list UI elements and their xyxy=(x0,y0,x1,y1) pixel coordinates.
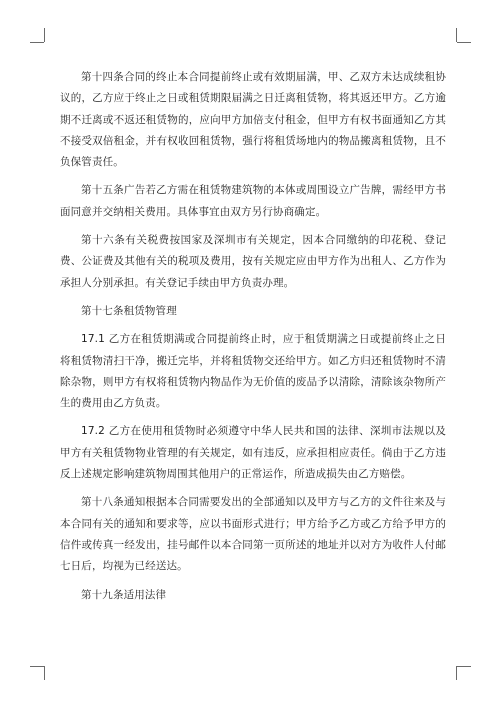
crop-mark-top-left-vertical xyxy=(44,28,45,42)
article-15-advertising: 第十五条广告若乙方需在租赁物建筑物的本体或周围设立广告牌，需经甲方书面同意并交纳相关费用。具体事宜由双方另行协商确定。 xyxy=(60,184,446,218)
article-19-heading: 第十九条适用法律 xyxy=(81,588,167,601)
article-17-2-clause: 17.2 乙方在使用租赁物时必须遵守中华人民共和国的法律、深圳市法规以及甲方有关租赁物物业管理的有关规定，如有违反，应承担相应责任。倘由于乙方违反上述规定影响建筑物周围其他用户的正常运作，所造成损失由乙方赔偿。 xyxy=(60,425,446,481)
document-body xyxy=(60,67,446,606)
article-18-notices: 第十八条通知根据本合同需要发出的全部通知以及甲方与乙方的文件往来及与本合同有关的通知和要求等，应以书面形式进行；甲方给予乙方或乙方给予甲方的信件或传真一经发出，挂号邮件以本合同第一页所述的地址并以对方为收件人付邮七日后，均视为已经送达。 xyxy=(60,496,446,573)
crop-mark-top-right-vertical xyxy=(456,28,457,42)
article-17-heading: 第十七条租赁物管理 xyxy=(81,304,177,317)
crop-mark-bottom-left-vertical xyxy=(44,666,45,680)
crop-mark-top-right-horizontal xyxy=(457,42,471,43)
crop-mark-bottom-right-horizontal xyxy=(457,666,471,667)
crop-mark-bottom-left-horizontal xyxy=(30,666,44,667)
crop-mark-bottom-right-vertical xyxy=(456,666,457,680)
article-17-1-clause: 17.1 乙方在租赁期满或合同提前终止时，应于租赁期满之日或提前终止之日将租赁物清扫干净，搬迁完毕，并将租赁物交还给甲方。如乙方归还租赁物时不清除杂物，则甲方有权将租赁物内物品作为无价值的废品予以清除，清除该杂物所产生的费用由乙方负责。 xyxy=(60,333,446,410)
article-14-termination: 第十四条合同的终止本合同提前终止或有效期届满，甲、乙双方未达成续租协议的，乙方应于终止之日或租赁期限届满之日迁离租赁物，将其返还甲方。乙方逾期不迁离或不返还租赁物的，应向甲方加倍支付租金，但甲方有权书面通知乙方其不接受双倍租金，并有权收回租赁物，强行将租赁场地内的物品搬离租赁物，且不负保管责任。 xyxy=(60,71,446,169)
crop-mark-top-left-horizontal xyxy=(30,42,44,43)
article-16-taxes-fees: 第十六条有关税费按国家及深圳市有关规定，因本合同缴纳的印花税、登记费、公证费及其他有关的税项及费用，按有关规定应由甲方作为出租人、乙方作为承担人分别承担。有关登记手续由甲方负责办理。 xyxy=(60,234,446,289)
